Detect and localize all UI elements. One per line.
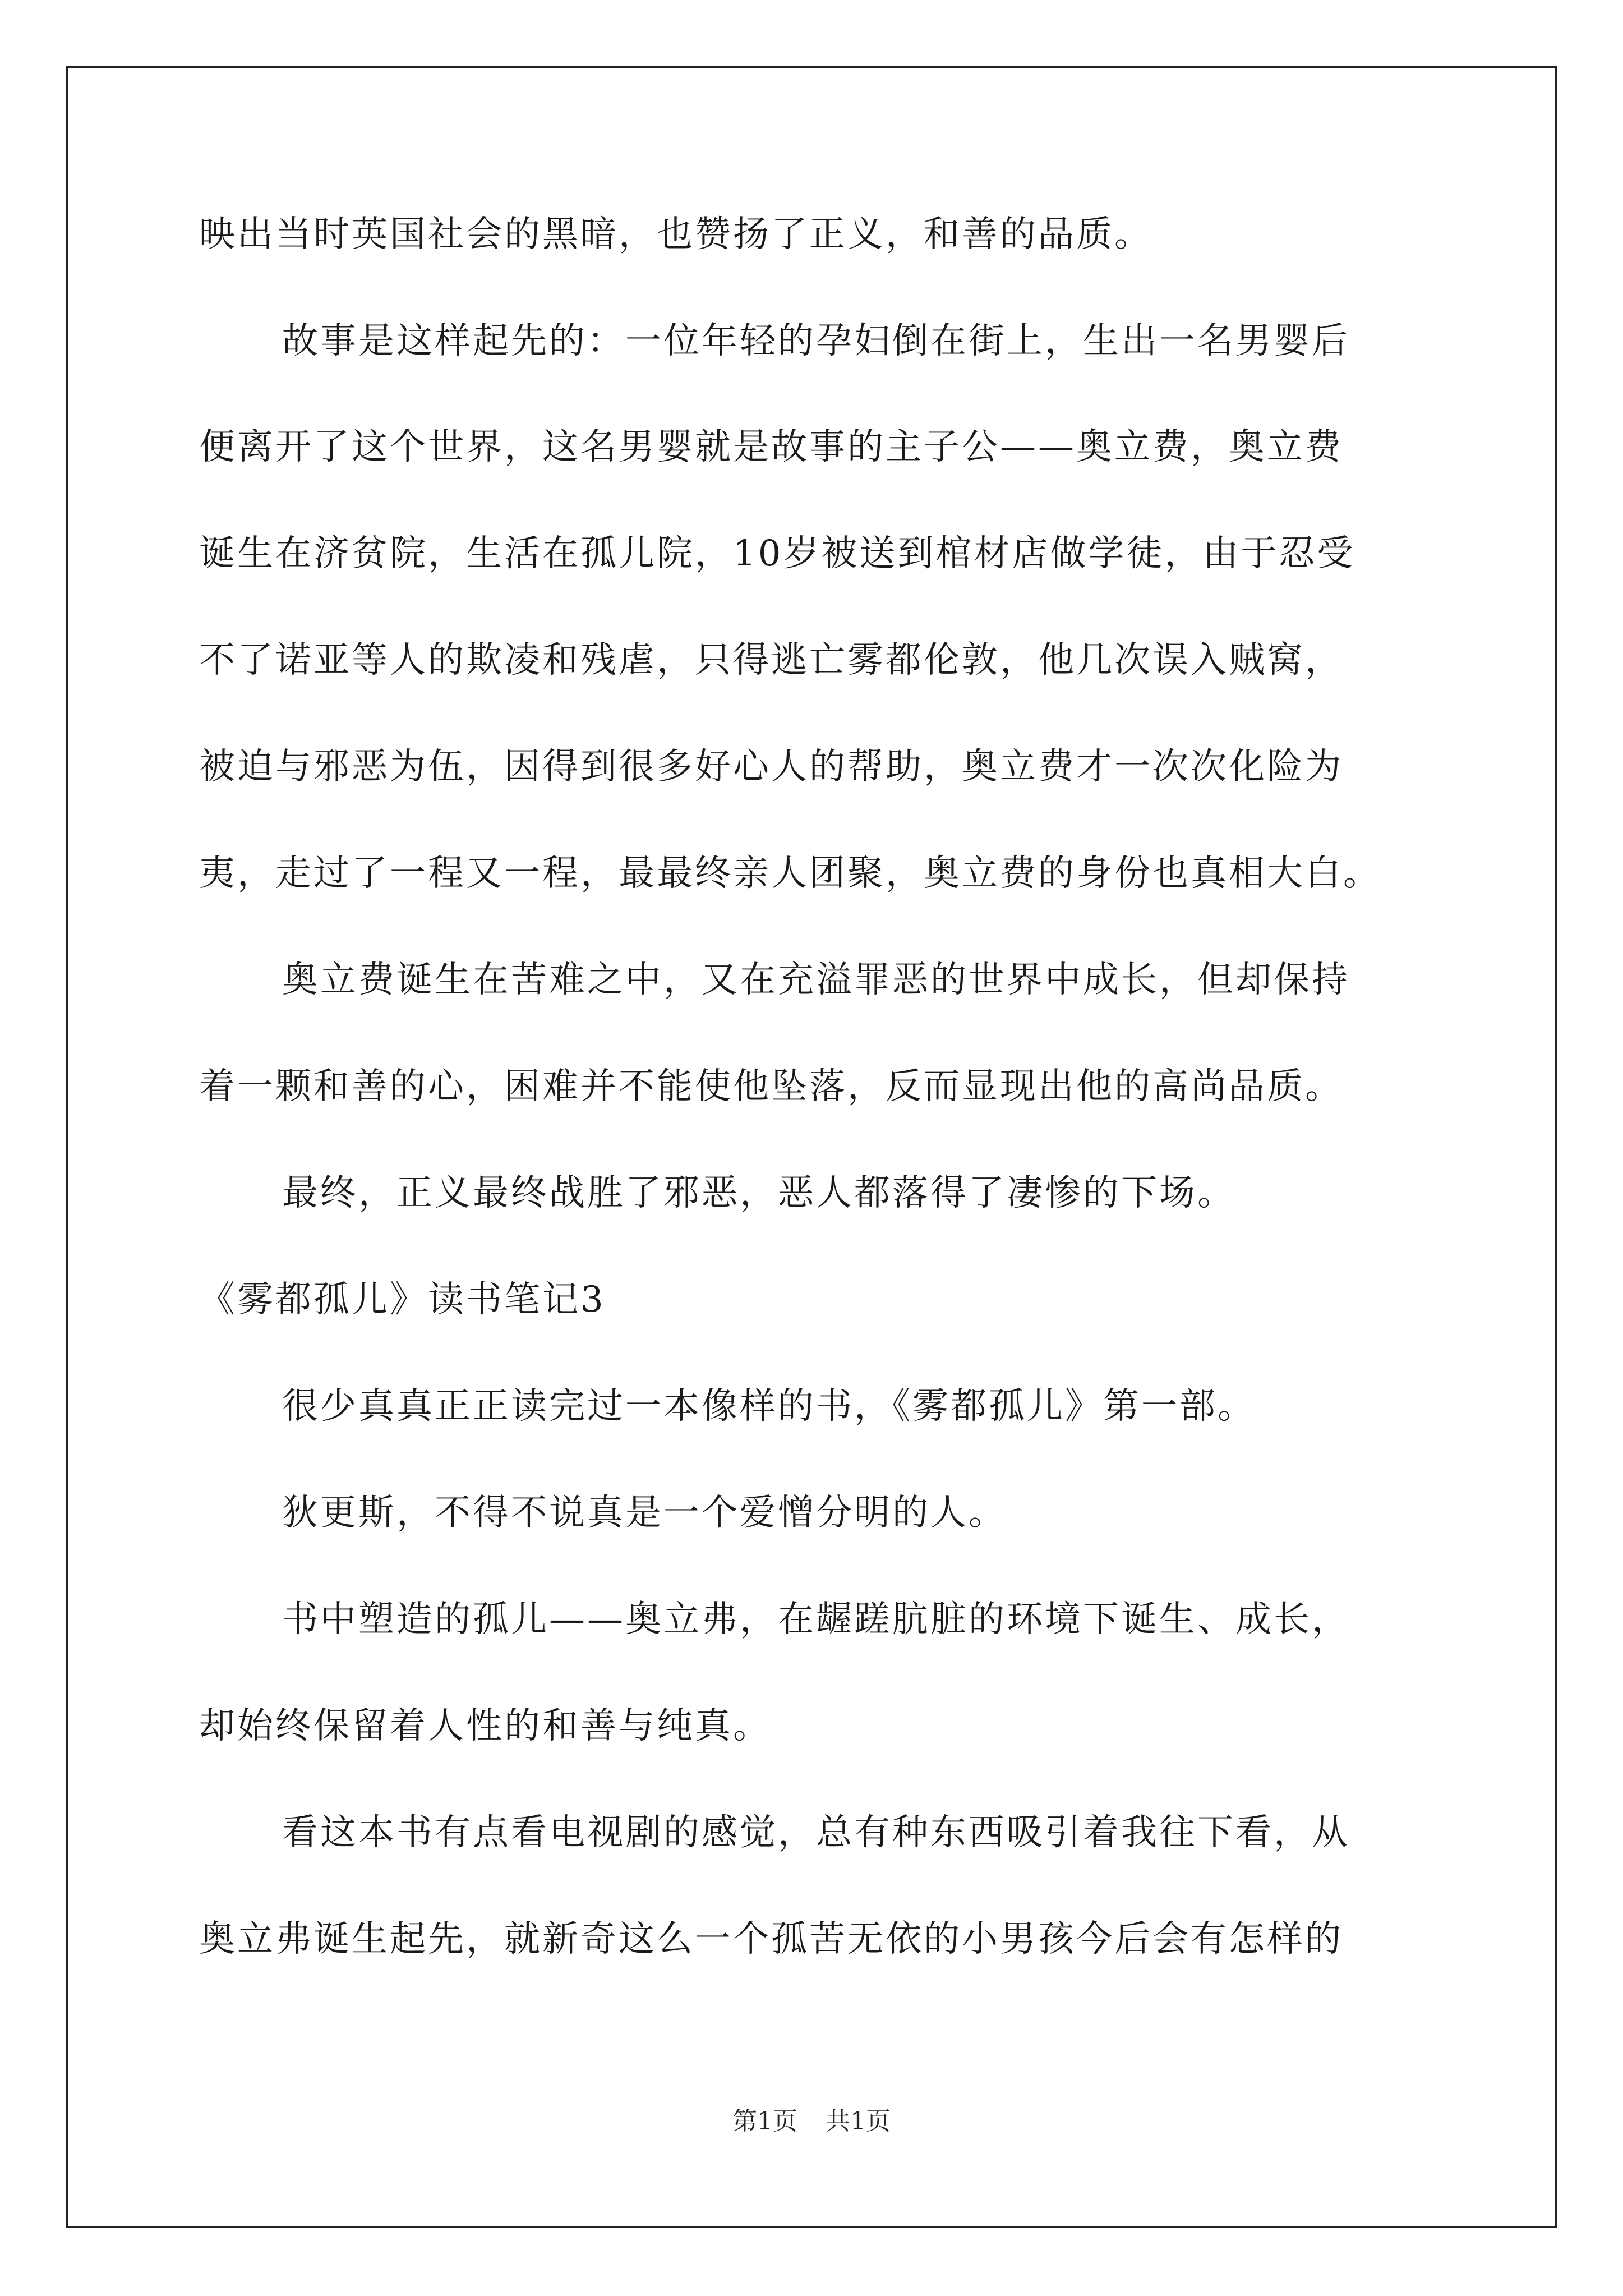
page-total: 共1页 — [826, 2107, 891, 2136]
text-line: 奥立弗诞生起先，就新奇这么一个孤苦无依的小男孩今后会有怎样的 — [199, 1918, 1343, 1960]
text-line: 不了诺亚等人的欺凌和残虐，只得逃亡雾都伦敦，他几次误入贼窝， — [199, 639, 1343, 681]
page-border — [66, 66, 1557, 2228]
text-line: 故事是这样起先的：一位年轻的孕妇倒在街上，生出一名男婴后 — [282, 320, 1350, 362]
page-number: 第1页 — [732, 2107, 797, 2136]
text-line: 却始终保留着人性的和善与纯真。 — [199, 1705, 771, 1747]
page-footer — [0, 2109, 1623, 2134]
text-line: 很少真真正正读完过一本像样的书，《雾都孤儿》第一部。 — [282, 1386, 1256, 1427]
text-line: 书中塑造的孤儿——奥立弗，在龌蹉肮脏的环境下诞生、成长， — [282, 1599, 1350, 1640]
text-line: 着一颗和善的心，困难并不能使他坠落，反而显现出他的高尚品质。 — [199, 1066, 1343, 1107]
text-line: 狄更斯，不得不说真是一个爱憎分明的人。 — [282, 1492, 1007, 1534]
text-line: 夷，走过了一程又一程，最最终亲人团聚，奥立费的身份也真相大白。 — [199, 853, 1381, 894]
text-line: 奥立费诞生在苦难之中，又在充溢罪恶的世界中成长，但却保持 — [282, 959, 1350, 1001]
text-line: 最终，正义最终战胜了邪恶，恶人都落得了凄惨的下场。 — [282, 1172, 1235, 1214]
text-line: 看这本书有点看电视剧的感觉，总有种东西吸引着我往下看，从 — [282, 1812, 1350, 1853]
text-line: 映出当时英国社会的黑暗，也赞扬了正义，和善的品质。 — [199, 214, 1152, 255]
section-heading: 《雾都孤儿》读书笔记3 — [199, 1279, 606, 1320]
text-line: 便离开了这个世界，这名男婴就是故事的主子公——奥立费，奥立费 — [199, 426, 1343, 468]
text-line: 诞生在济贫院，生活在孤儿院，10岁被送到棺材店做学徒，由于忍受 — [199, 533, 1355, 574]
text-line: 被迫与邪恶为伍，因得到很多好心人的帮助，奥立费才一次次化险为 — [199, 746, 1343, 788]
